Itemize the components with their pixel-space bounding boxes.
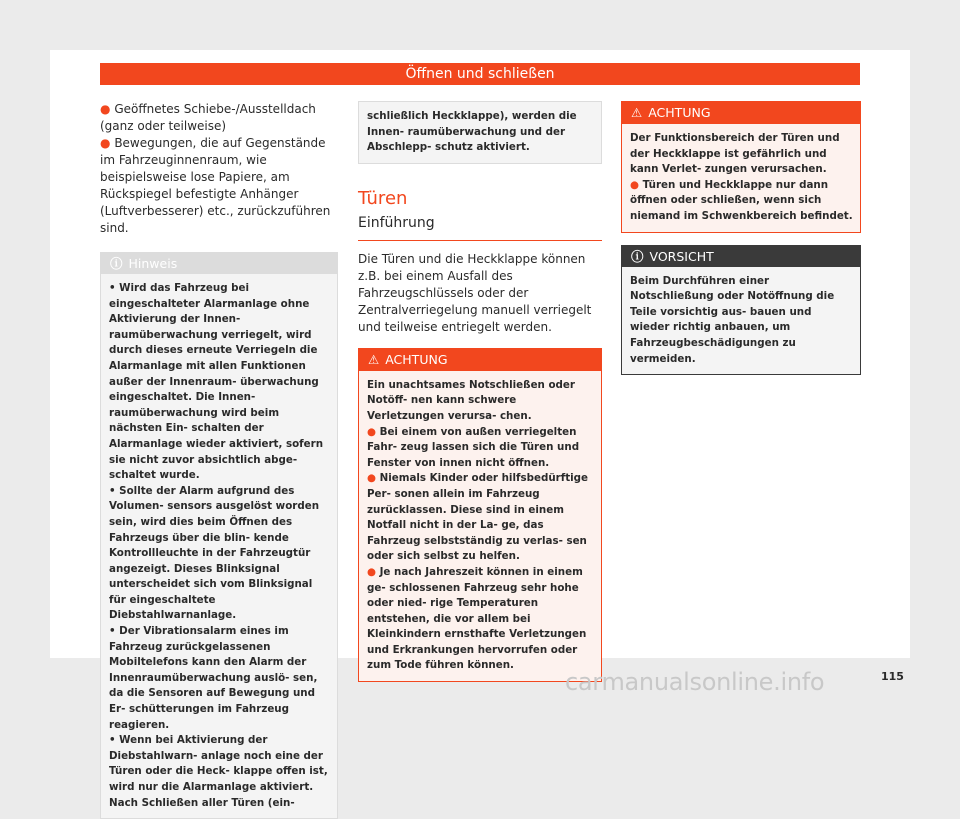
caution-circle-icon: ⓘ: [631, 248, 644, 264]
vorsicht-box: [621, 245, 861, 376]
list-item: ● Niemals Kinder oder hilfsbedürftige Per- sonen allein im Fahrzeug zurücklassen. Diese sind in einem Notfall nicht in der La- ge, das Fahrzeug selbstständig zu verlas- sen oder sich selbst zu helfen.: [367, 472, 589, 563]
column-middle: [358, 101, 602, 682]
section-title: Türen: [358, 187, 408, 209]
achtung-header: ⚠ ACHTUNG: [359, 349, 601, 371]
chapter-header: Öffnen und schließen: [100, 63, 860, 85]
bullet-icon: ●: [367, 565, 376, 578]
achtung-header: ⚠ ACHTUNG: [622, 102, 860, 124]
achtung-lead: Ein unachtsames Notschließen oder Notöff- nen kann schwere Verletzungen verursa- chen.: [367, 378, 575, 422]
info-icon: ⓘ: [110, 256, 123, 271]
warning-triangle-icon: ⚠: [368, 351, 380, 367]
hinweis-body: [101, 274, 337, 818]
page-number: 115: [881, 670, 904, 683]
list-item: ● Je nach Jahreszeit können in einem ge- schlossenen Fahrzeug sehr hohe oder nied- rige Temperaturen entstehen, die vor allem bei Kleinkindern ernsthafte Verletzungen und Erkrankungen hervorrufen oder zum Tode führen können.: [367, 565, 587, 672]
vorsicht-header: ⓘ VORSICHT: [622, 246, 860, 267]
bullet-icon: ●: [100, 102, 111, 116]
column-left: [100, 101, 338, 819]
achtung-body: [359, 371, 601, 681]
achtung-box: [358, 348, 602, 682]
intro-text: Die Türen und die Heckklappe können z.B. bei einem Ausfall des Fahrzeugschlüssels oder der Zentralverriegelung manuell verriegelt und teilweise entriegelt werden.: [358, 251, 592, 334]
list-item: ● Geöffnetes Schiebe-/Ausstelldach (ganz oder teilweise): [100, 102, 316, 133]
column-right: [621, 101, 861, 375]
list-item: • Sollte der Alarm aufgrund des Volumen- sensors ausgelöst worden sein, wird dies beim Öffnen des Fahrzeugs über die blin- kende Kontrollleuchte in der Fahrzeugtür angezeigt. Dieses Blinksignal unterscheidet sich vom Blinksignal für eingeschaltete Diebstahlwarnanlage.: [109, 484, 320, 622]
list-item: • Wenn bei Aktivierung der Diebstahlwarn- anlage noch eine der Türen oder die Heck- klappe offen ist, wird nur die Alarmanlage aktiviert. Nach Schließen aller Türen (ein-: [109, 734, 328, 809]
achtung-box: [621, 101, 861, 233]
list-item: ● Türen und Heckklappe nur dann öffnen oder schließen, wenn sich niemand im Schwenkbereich befindet.: [630, 178, 853, 222]
bullet-icon: ●: [367, 472, 376, 485]
achtung-body: [622, 124, 860, 232]
list-item: • Wird das Fahrzeug bei eingeschalteter Alarmanlage ohne Aktivierung der Innen- raumüberwachung verriegelt, wird durch dieses erneute Verriegeln die Alarmanlage mit allen Funktionen außer der Innenraum- überwachung eingeschaltet. Die Innen- raumüberwachung wird beim nächsten Ein- schalten der Alarmanlage wieder aktiviert, sofern sie nicht zuvor absichtlich abge- schaltet wurde.: [109, 282, 324, 482]
warning-triangle-icon: ⚠: [631, 105, 643, 120]
achtung-lead: Der Funktionsbereich der Türen und der Heckklappe ist gefährlich und kann Verlet- zungen verursachen.: [630, 132, 840, 176]
bullet-icon: ●: [630, 178, 639, 191]
subsection-title: Einführung: [358, 215, 602, 241]
watermark: carmanualsonline.info: [565, 668, 825, 696]
list-item: • Der Vibrationsalarm eines im Fahrzeug zurückgelassenen Mobiltelefons kann den Alarm der Innenraumüberwachung auslö- sen, da die Sensoren auf Bewegung und Er- schütterungen im Fahrzeug reagieren.: [109, 625, 318, 731]
hinweis-box: [100, 252, 338, 819]
hinweis-continuation-box: [358, 101, 602, 164]
hinweis-header: ⓘ Hinweis: [101, 253, 337, 274]
bullet-icon: ●: [100, 136, 111, 150]
bullet-icon: ●: [367, 425, 376, 438]
list-item: ● Bei einem von außen verriegelten Fahr- zeug lassen sich die Türen und Fenster von innen nicht öffnen.: [367, 425, 580, 469]
vorsicht-body: Beim Durchführen einer Notschließung oder Notöffnung die Teile vorsichtig aus- bauen und wieder richtig anbauen, um Fahrzeugbeschädigungen zu vermeiden.: [630, 274, 835, 365]
hinweis-continuation: schließlich Heckklappe), werden die Innen- raumüberwachung und der Abschlepp- schutz aktiviert.: [367, 110, 577, 154]
list-item: ● Bewegungen, die auf Gegenstände im Fahrzeuginnenraum, wie beispielsweise lose Papiere, am Rückspiegel befestigte Anhänger (Luftverbesserer) etc., zurückzuführen sind.: [100, 136, 331, 235]
